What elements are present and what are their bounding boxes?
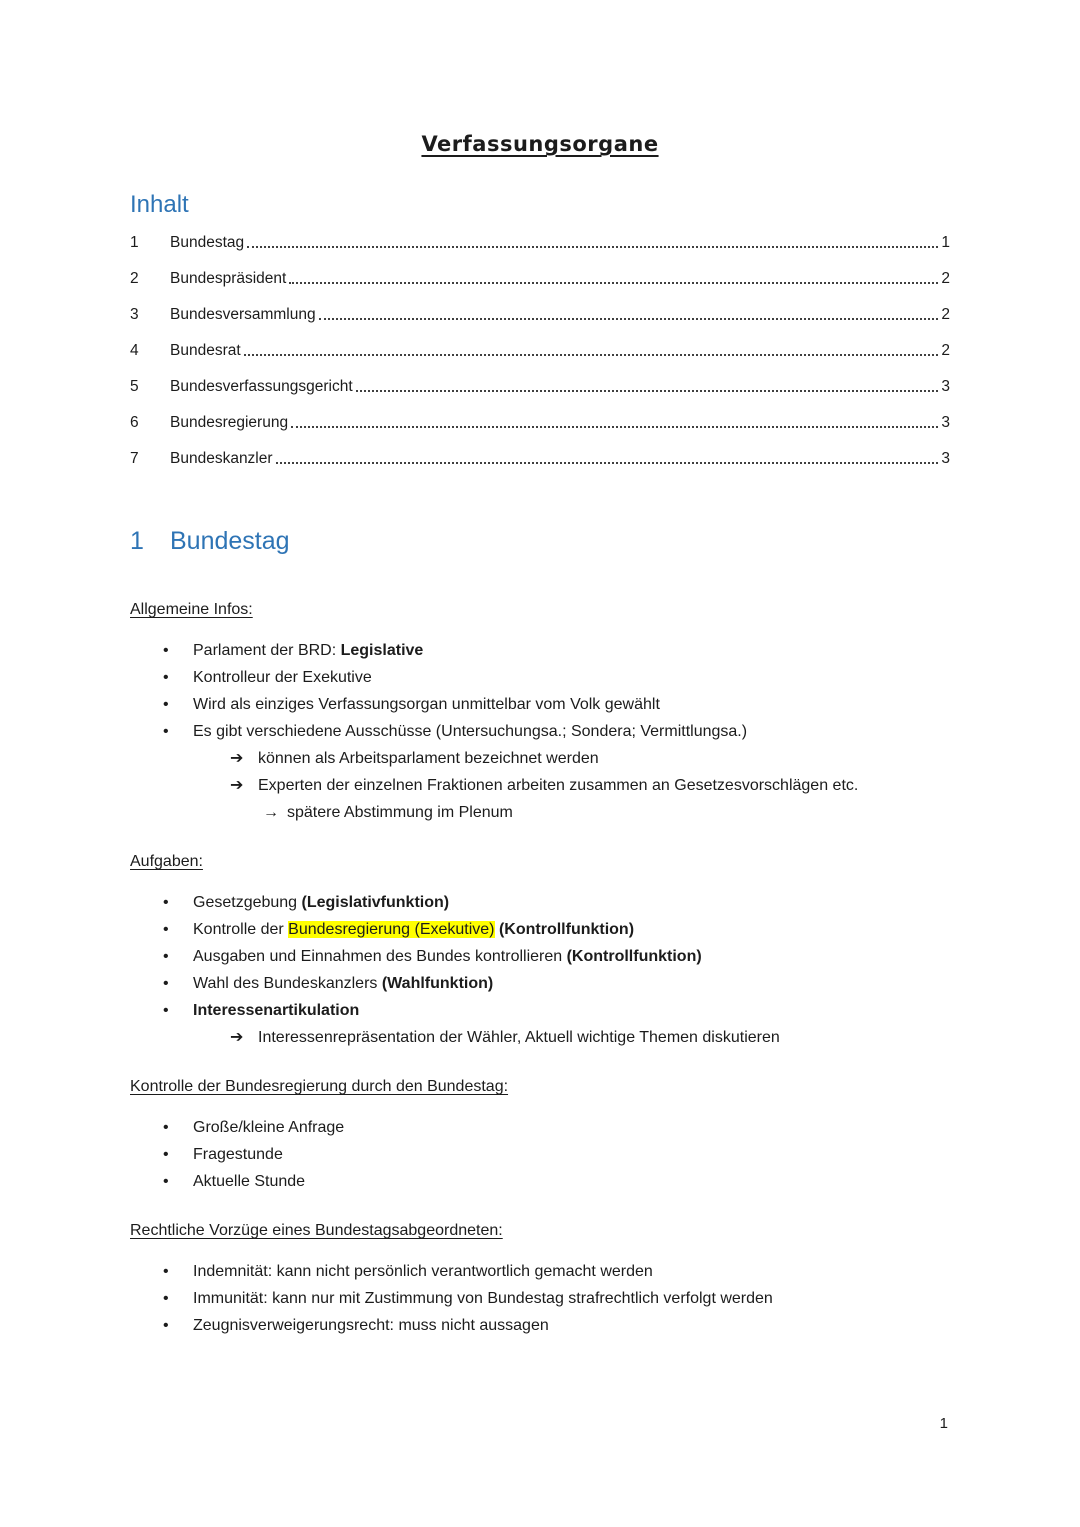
list-item-text	[193, 718, 950, 745]
toc-dot-leader	[247, 246, 938, 248]
toc-entry[interactable]	[130, 341, 950, 360]
toc-dot-leader	[289, 282, 938, 284]
bullet-icon: •	[163, 696, 169, 713]
sub-arrow-list-item	[263, 799, 950, 826]
list-item-text	[193, 970, 950, 997]
arrow-list-item	[230, 772, 950, 799]
bold-segment: Legislative	[340, 642, 424, 659]
bullet-icon: •	[163, 894, 169, 911]
list-item-text: Fragestunde	[193, 1146, 283, 1163]
text-segment: Kontrolle der	[193, 921, 289, 938]
list-item-text: können als Arbeitsparlament bezeichnet werden	[258, 750, 599, 767]
text-segment: Wahl des Bundeskanzlers	[193, 975, 382, 992]
table-of-contents	[130, 190, 950, 468]
toc-entry-label: Bundeskanzler	[170, 450, 273, 467]
list-item	[163, 691, 950, 718]
bullet-icon: •	[163, 1173, 169, 1190]
toc-entry-label: Bundesregierung	[170, 414, 289, 431]
list-item	[163, 718, 950, 745]
list-item-text	[193, 997, 950, 1024]
toc-dot-leader	[319, 318, 939, 320]
toc-entry-number: 3	[130, 306, 139, 323]
list-item-text: Immunität: kann nur mit Zustimmung von Bundestag strafrechtlich verfolgt werden	[193, 1290, 773, 1307]
document-title: Verfassungsorgane	[421, 132, 659, 156]
toc-entry-page: 2	[941, 306, 950, 323]
list-item	[163, 1141, 950, 1168]
aufgaben-list	[130, 889, 950, 1051]
toc-entry-page: 3	[941, 378, 950, 395]
bold-segment: Interessenartikulation	[193, 1002, 360, 1019]
text-segment: Wird als einziges Verfassungsorgan unmittelbar vom Volk gewählt	[193, 696, 660, 713]
list-item	[163, 664, 950, 691]
subheading-allgemeine-infos: Allgemeine Infos:	[130, 601, 253, 618]
toc-dot-leader	[244, 354, 939, 356]
toc-entry[interactable]	[130, 269, 950, 288]
list-item	[163, 637, 950, 664]
bullet-icon: •	[163, 1002, 169, 1019]
toc-entry-label: Bundesverfassungsgericht	[170, 378, 353, 395]
list-item-text	[193, 691, 950, 718]
list-item-text: Aktuelle Stunde	[193, 1173, 306, 1190]
toc-entry[interactable]	[130, 449, 950, 468]
list-item	[163, 1168, 950, 1195]
bullet-icon: •	[163, 1263, 169, 1280]
toc-entry[interactable]	[130, 233, 950, 252]
list-item-text: spätere Abstimmung im Plenum	[287, 804, 513, 821]
toc-entry-page: 2	[941, 270, 950, 287]
toc-entry-page: 2	[941, 342, 950, 359]
allgemeine-infos-list	[130, 637, 950, 826]
toc-heading: Inhalt	[130, 191, 189, 218]
toc-entry-number: 2	[130, 270, 139, 287]
list-item-text: Zeugnisverweigerungsrecht: muss nicht aussagen	[193, 1317, 549, 1334]
light-arrow-icon: →	[263, 804, 279, 821]
toc-entry-number: 4	[130, 342, 139, 359]
arrow-list-item	[230, 745, 950, 772]
list-item-text	[193, 943, 950, 970]
bullet-icon: •	[163, 1317, 169, 1334]
list-item	[163, 1114, 950, 1141]
toc-entry-page: 3	[941, 450, 950, 467]
subheading-rechtliche-vorzuege: Rechtliche Vorzüge eines Bundestagsabgeordneten:	[130, 1222, 503, 1239]
text-segment: Ausgaben und Einnahmen des Bundes kontrollieren	[193, 948, 567, 965]
toc-entry-number: 5	[130, 378, 139, 395]
text-segment: Parlament der BRD:	[193, 642, 341, 659]
toc-entry[interactable]	[130, 305, 950, 324]
section-title: Bundestag	[170, 527, 290, 555]
toc-entry-label: Bundespräsident	[170, 270, 287, 287]
kontrolle-list	[130, 1114, 950, 1195]
subheading-kontrolle: Kontrolle der Bundesregierung durch den Bundestag:	[130, 1078, 509, 1095]
list-item-text: Interessenrepräsentation der Wähler, Aktuell wichtige Themen diskutieren	[258, 1029, 780, 1046]
toc-entry[interactable]	[130, 413, 950, 432]
list-item-text: Indemnität: kann nicht persönlich verantwortlich gemacht werden	[193, 1263, 653, 1280]
rechtliche-vorzuege-list	[130, 1258, 950, 1339]
toc-entry-number: 6	[130, 414, 139, 431]
list-item-text	[193, 664, 950, 691]
section-heading-bundestag	[130, 526, 950, 556]
arrow-icon: ➔	[230, 777, 244, 794]
toc-entry-number: 1	[130, 234, 139, 251]
bold-segment: (Kontrollfunktion)	[566, 948, 702, 965]
arrow-icon: ➔	[230, 750, 244, 767]
bullet-icon: •	[163, 723, 169, 740]
bullet-icon: •	[163, 642, 169, 659]
list-item	[163, 997, 950, 1024]
bullet-icon: •	[163, 1290, 169, 1307]
list-item	[163, 1258, 950, 1285]
list-item	[163, 889, 950, 916]
list-item-text: Experten der einzelnen Fraktionen arbeiten zusammen an Gesetzesvorschlägen etc.	[258, 777, 859, 794]
text-segment: Gesetzgebung	[193, 894, 302, 911]
bullet-icon: •	[163, 1146, 169, 1163]
text-segment: Es gibt verschiedene Ausschüsse (Untersuchungsa.; Sondera; Vermittlungsa.)	[193, 723, 748, 740]
toc-dot-leader	[276, 462, 939, 464]
list-item	[163, 916, 950, 943]
list-item	[163, 1312, 950, 1339]
list-item-text	[193, 889, 950, 916]
bullet-icon: •	[163, 948, 169, 965]
arrow-list-item	[230, 1024, 950, 1051]
toc-entry-label: Bundestag	[170, 234, 245, 251]
list-item	[163, 1285, 950, 1312]
page-number: 1	[939, 1415, 948, 1432]
bold-segment: (Kontrollfunktion)	[494, 921, 635, 938]
bullet-icon: •	[163, 1119, 169, 1136]
toc-entry[interactable]	[130, 377, 950, 396]
text-segment: Kontrolleur der Exekutive	[193, 669, 372, 686]
toc-entry-label: Bundesversammlung	[170, 306, 316, 323]
list-item	[163, 970, 950, 997]
list-item-text: Große/kleine Anfrage	[193, 1119, 345, 1136]
toc-dot-leader	[356, 390, 939, 392]
highlight-segment: Bundesregierung (Exekutive)	[288, 921, 495, 938]
bullet-icon: •	[163, 975, 169, 992]
arrow-icon: ➔	[230, 1029, 244, 1046]
bullet-icon: •	[163, 921, 169, 938]
toc-entry-page: 1	[941, 234, 950, 251]
toc-entry-page: 3	[941, 414, 950, 431]
list-item-text	[193, 637, 950, 664]
subheading-aufgaben: Aufgaben:	[130, 853, 203, 870]
toc-entry-label: Bundesrat	[170, 342, 241, 359]
bold-segment: (Wahlfunktion)	[381, 975, 494, 992]
list-item	[163, 943, 950, 970]
toc-dot-leader	[291, 426, 938, 428]
bold-segment: (Legislativfunktion)	[301, 894, 450, 911]
list-item-text	[193, 916, 950, 943]
bullet-icon: •	[163, 669, 169, 686]
toc-entry-number: 7	[130, 450, 139, 467]
section-number: 1	[130, 527, 144, 555]
